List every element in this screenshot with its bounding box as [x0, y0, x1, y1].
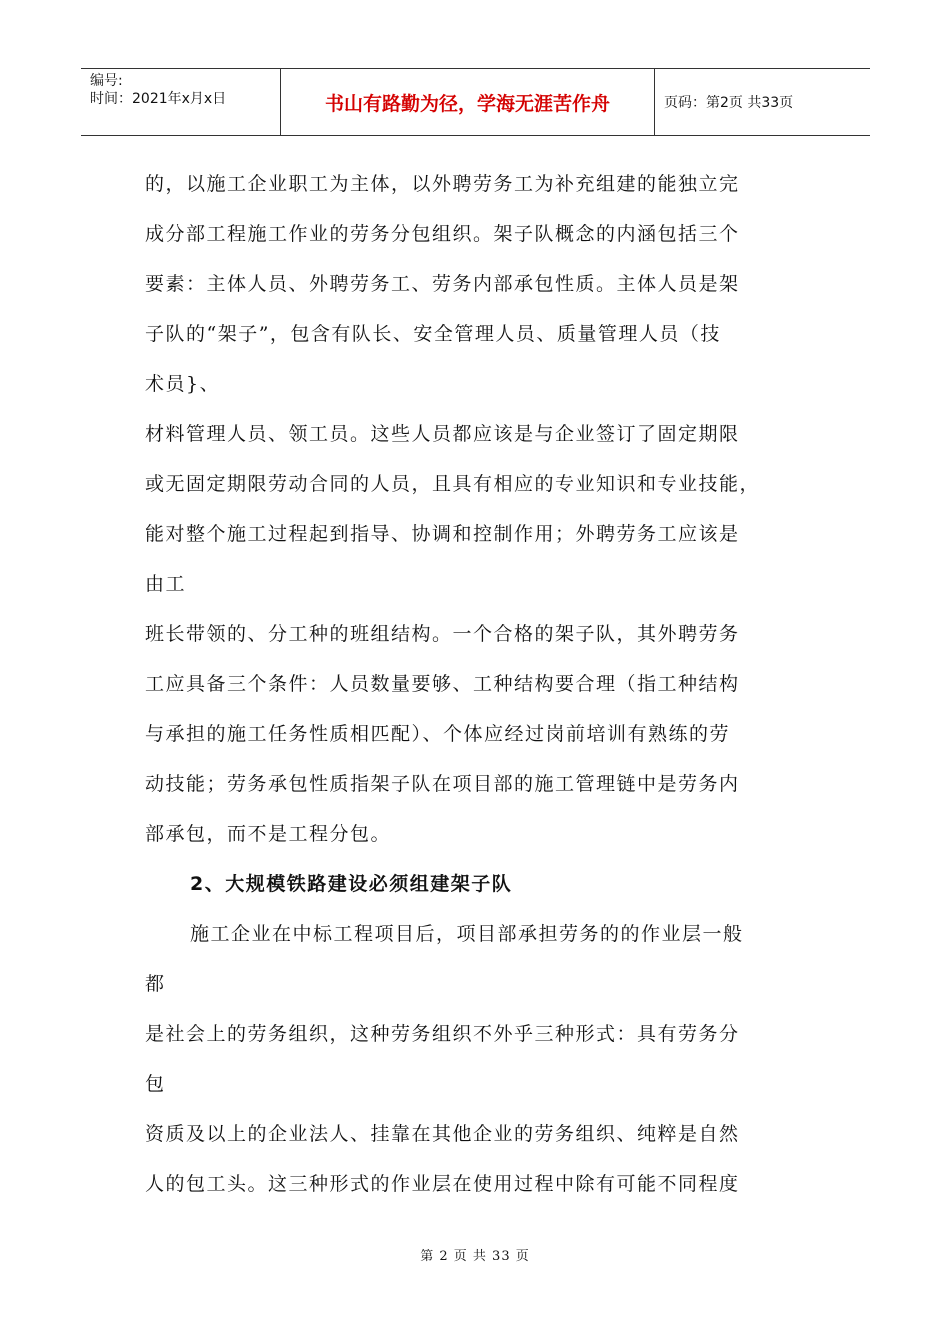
- header-meta: [81, 69, 281, 135]
- body-line: 能对整个施工过程起到指导、协调和控制作用；外聘劳务工应该是: [145, 523, 740, 545]
- header-motto: 书山有路勤为径，学海无涯苦作舟: [281, 69, 655, 135]
- page-footer: 第 2 页 共 33 页: [420, 1249, 530, 1264]
- time-label: 时间：2021年x月x日: [90, 91, 227, 107]
- section-heading: 2、大规模铁路建设必须组建架子队: [190, 873, 513, 895]
- number-label: 编号:: [90, 73, 123, 89]
- body-line: 动技能；劳务承包性质指架子队在项目部的施工管理链中是劳务内: [145, 773, 740, 795]
- body-line: 包: [145, 1073, 166, 1095]
- body-line: 要素：主体人员、外聘劳务工、劳务内部承包性质。主体人员是架: [145, 273, 740, 295]
- body-line: 或无固定期限劳动合同的人员，且具有相应的专业知识和专业技能，: [145, 473, 761, 495]
- body-line: 术员}、: [145, 373, 221, 395]
- body-line: 的，以施工企业职工为主体，以外聘劳务工为补充组建的能独立完: [145, 173, 740, 195]
- body-line: 材料管理人员、领工员。这些人员都应该是与企业签订了固定期限: [145, 423, 740, 445]
- body-line: 子队的“架子”，包含有队长、安全管理人员、质量管理人员（技: [145, 323, 721, 345]
- body-line: 施工企业在中标工程项目后，项目部承担劳务的的作业层一般: [190, 923, 744, 945]
- body-line: 工应具备三个条件：人员数量要够、工种结构要合理（指工种结构: [145, 673, 740, 695]
- body-line: 部承包，而不是工程分包。: [145, 823, 392, 845]
- body-line: 与承担的施工任务性质相匹配）、个体应经过岗前培训有熟练的劳: [145, 723, 731, 745]
- body-line: 资质及以上的企业法人、挂靠在其他企业的劳务组织、纯粹是自然: [145, 1123, 740, 1145]
- page-header: [81, 68, 870, 136]
- body-line: 人的包工头。这三种形式的作业层在使用过程中除有可能不同程度: [145, 1173, 740, 1195]
- body-line: 成分部工程施工作业的劳务分包组织。架子队概念的内涵包括三个: [145, 223, 740, 245]
- body-line: 是社会上的劳务组织，这种劳务组织不外乎三种形式：具有劳务分: [145, 1023, 740, 1045]
- body-line: 都: [145, 973, 166, 995]
- body-line: 由工: [145, 573, 187, 595]
- header-page-code: 页码：第2页 共33页: [664, 95, 794, 111]
- body-line: 班长带领的、分工种的班组结构。一个合格的架子队，其外聘劳务: [145, 623, 740, 645]
